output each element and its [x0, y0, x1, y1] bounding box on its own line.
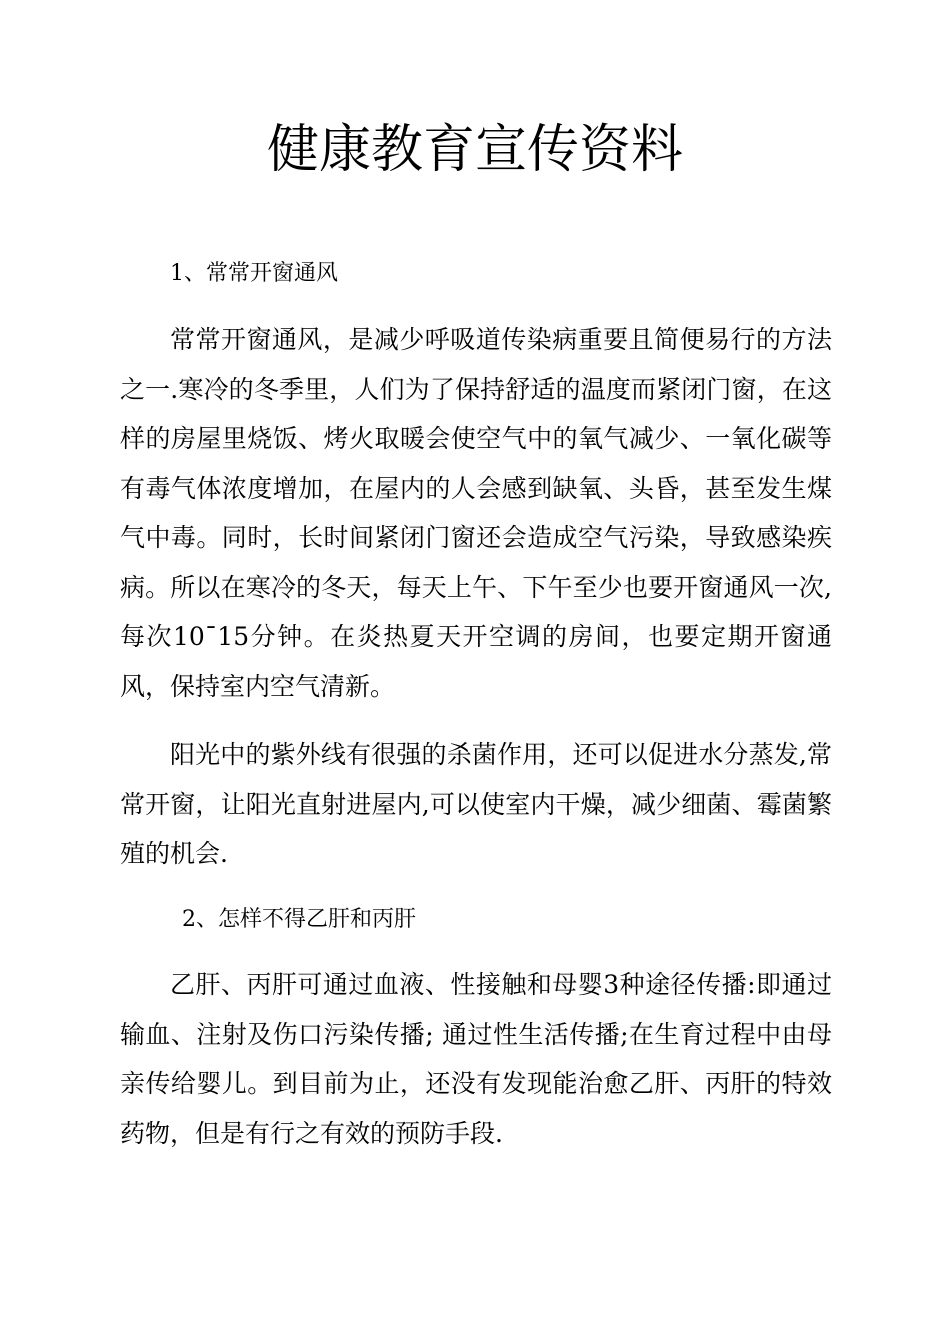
section-1-paragraph-2: 阳光中的紫外线有很强的杀菌作用，还可以促进水分蒸发,常常开窗，让阳光直射进屋内,可以使室内干燥，减少细菌、霉菌繁殖的机会. — [120, 740, 832, 868]
section-heading-2: 2、怎样不得乙肝和丙肝 — [182, 907, 416, 932]
document-title: 健康教育宣传资料 — [266, 120, 683, 180]
section-2-paragraph-1: 乙肝、丙肝可通过血液、性接触和母婴3种途径传播:即通过输血、注射及伤口污染传播; 通过性生活传播;在生育过程中由母亲传给婴儿。到目前为止，还没有发现能治愈乙肝、丙肝的特效药物，但是有行之有效的预防手段. — [120, 970, 832, 1148]
section-heading-1: 1、常常开窗通风 — [170, 261, 338, 286]
section-1-paragraph-1: 常常开窗通风，是减少呼吸道传染病重要且简便易行的方法之一.寒冷的冬季里，人们为了保持舒适的温度而紧闭门窗，在这样的房屋里烧饭、烤火取暖会使空气中的氧气减少、一氧化碳等有毒气体浓度增加，在屋内的人会感到缺氧、头昏，甚至发生煤气中毒。同时，长时间紧闭门窗还会造成空气污染，导致感染疾病。所以在寒冷的冬天，每天上午、下午至少也要开窗通风一次,每次10¯15分钟。在炎热夏天开空调的房间，也要定期开窗通风，保持室内空气清新。 — [120, 325, 832, 701]
